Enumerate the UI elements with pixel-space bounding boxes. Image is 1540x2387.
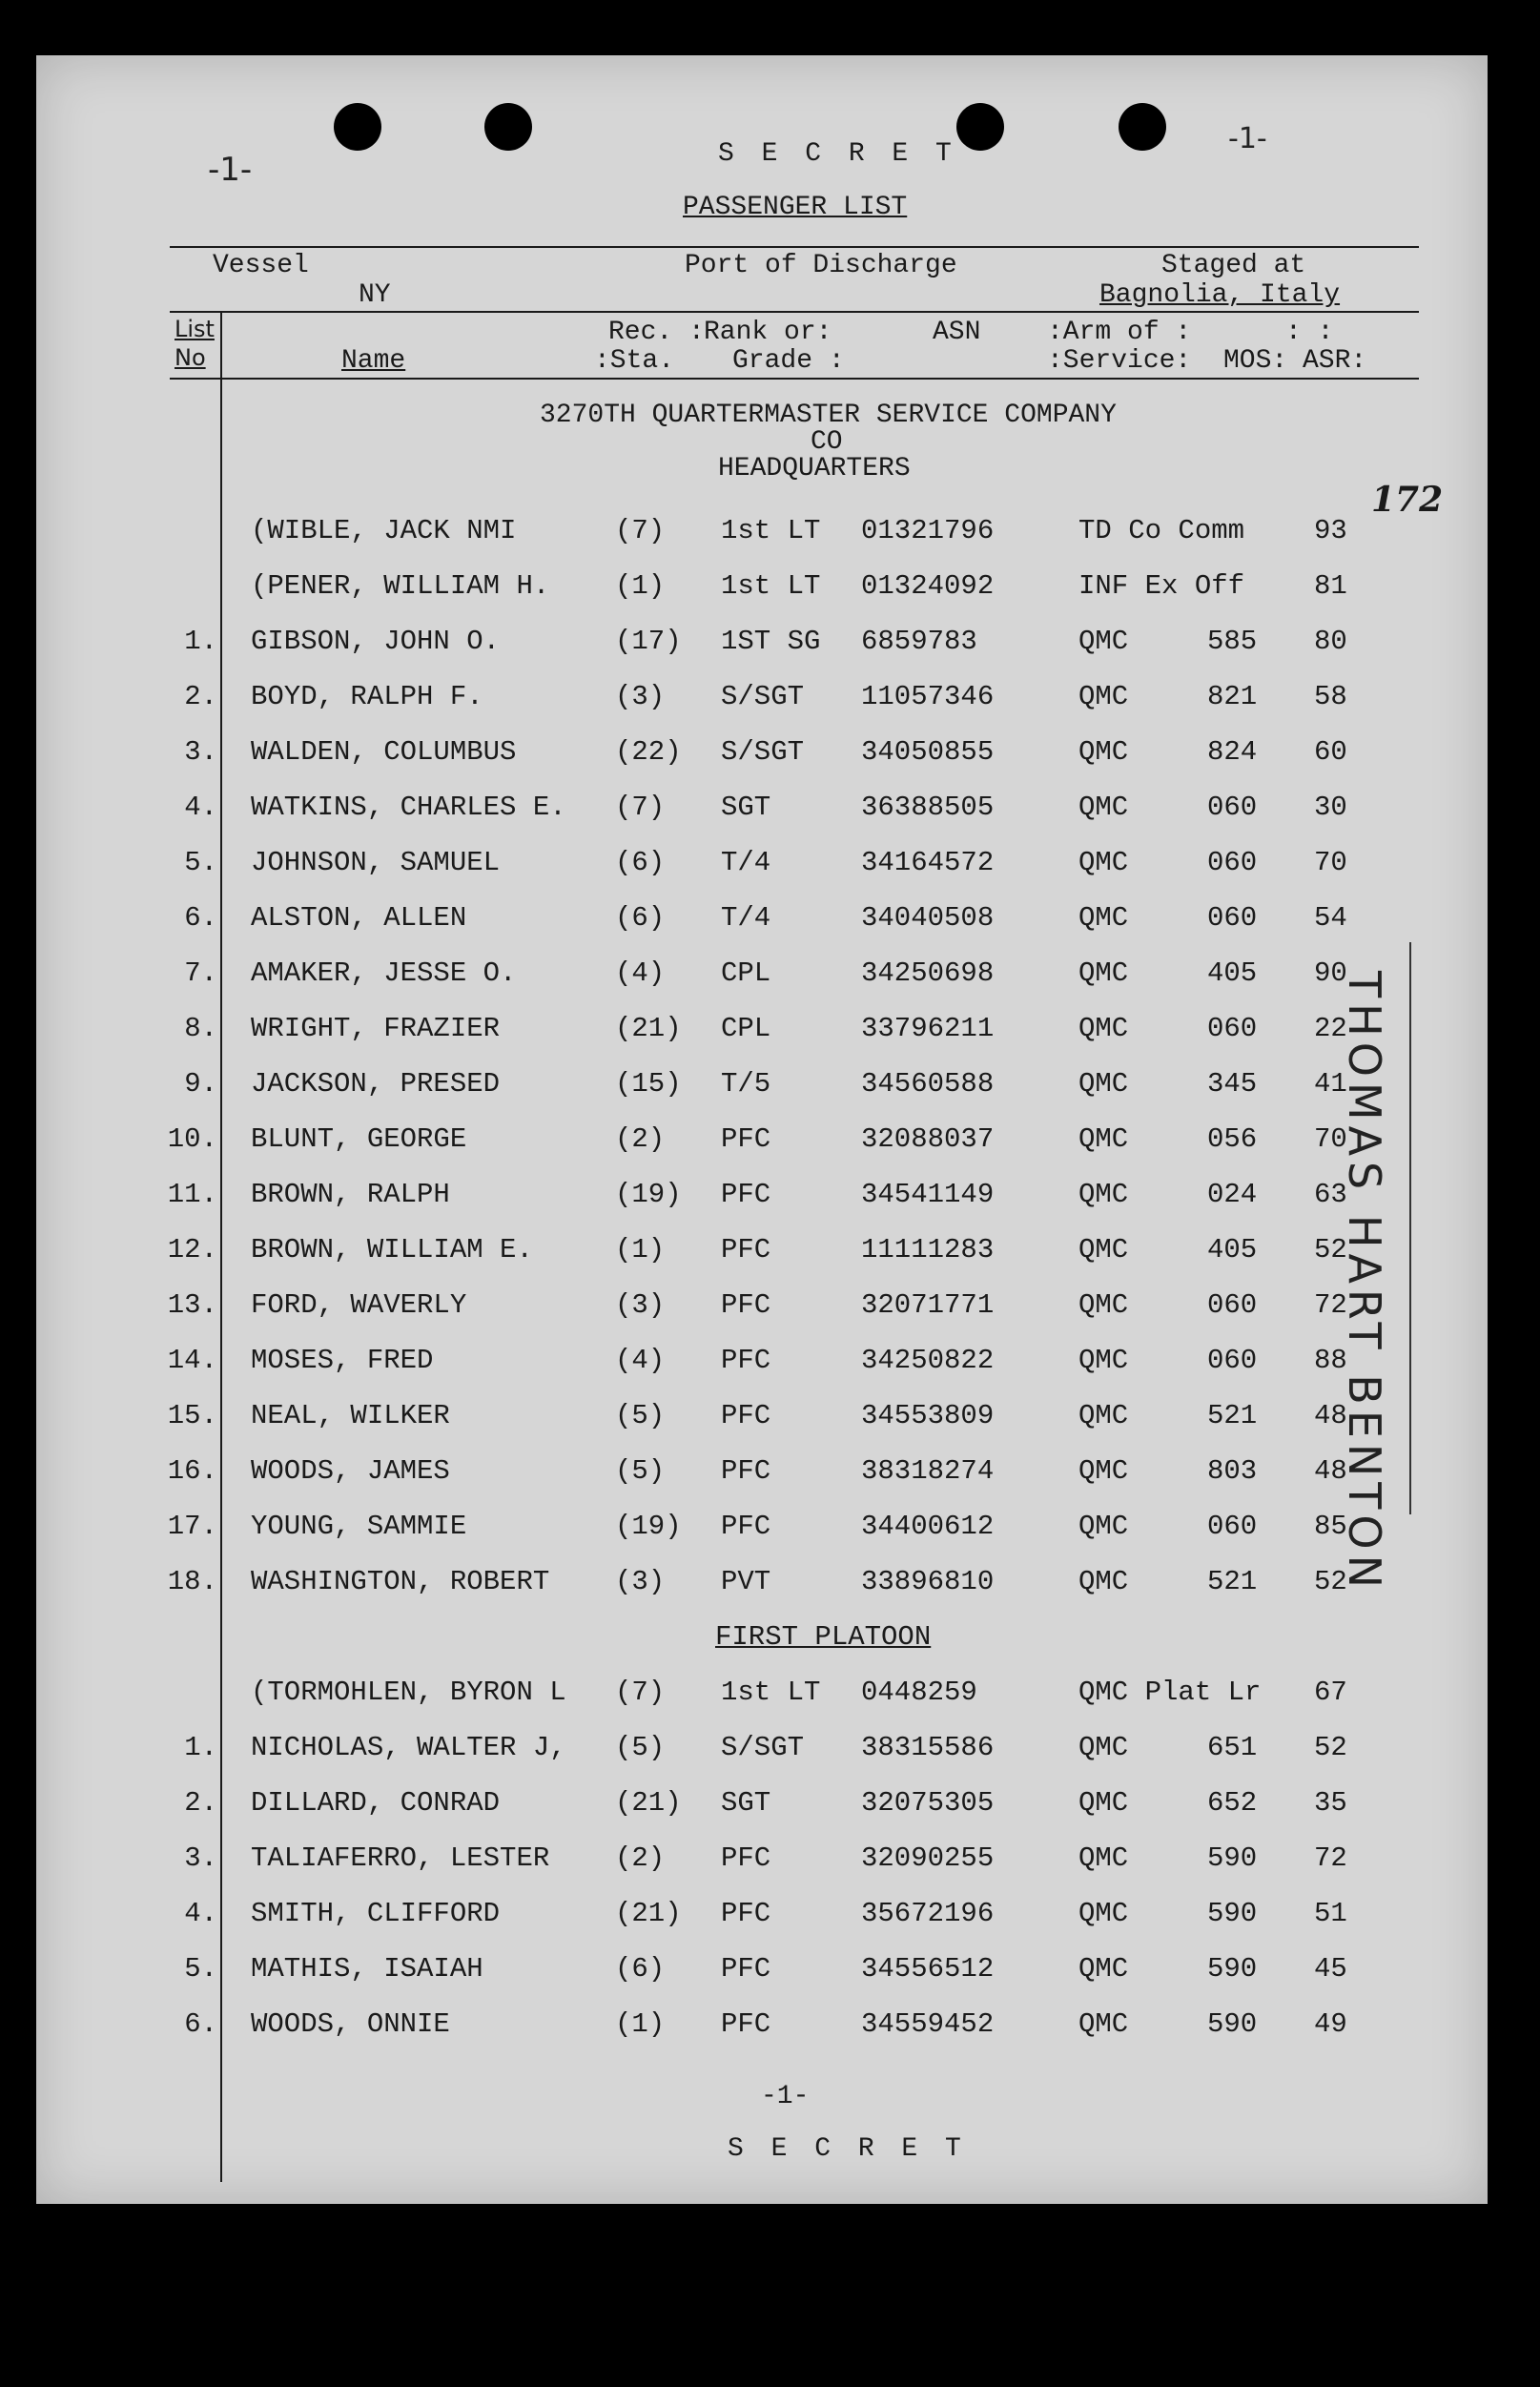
cell-arm: QMC [1078,1511,1129,1542]
cell-mos: 060 [1207,1345,1258,1376]
cell-asr: 70 [1314,1123,1347,1155]
cell-asr: 22 [1314,1013,1347,1044]
cell-rank: PFC [721,1842,771,1874]
cell-arm: QMC [1078,1455,1129,1487]
cell-rec: (5) [615,1400,666,1431]
cell-asn: 32090255 [861,1842,995,1874]
cell-mos: 056 [1207,1123,1258,1155]
document-title: PASSENGER LIST [683,193,908,222]
cell-asn: 34250822 [861,1345,995,1376]
cell-no: 13. [167,1289,217,1321]
cell-asr: 52 [1314,1566,1347,1597]
cell-no: 7. [184,957,217,989]
cell-asr: 35 [1314,1787,1347,1819]
cell-asn: 01321796 [861,515,995,546]
cell-arm: QMC [1078,1345,1129,1376]
cell-name: JOHNSON, SAMUEL [251,847,501,878]
cell-rec: (15) [615,1068,682,1100]
cell-rec: (3) [615,681,666,712]
punch-hole [484,103,532,151]
cell-rec: (19) [615,1511,682,1542]
cell-mos: 590 [1207,1898,1258,1929]
cell-mos: 060 [1207,792,1258,823]
cell-asr: 72 [1314,1289,1347,1321]
cell-asn: 34164572 [861,847,995,878]
cell-arm: QMC [1078,902,1129,934]
cell-name: TALIAFERRO, LESTER [251,1842,550,1874]
cell-rank: 1st LT [721,515,821,546]
cell-no: 1. [184,626,217,657]
cell-name: MATHIS, ISAIAH [251,1953,483,1985]
cell-name: (TORMOHLEN, BYRON L [251,1677,566,1708]
cell-no: 10. [167,1123,217,1155]
cell-arm: QMC [1078,847,1129,878]
cell-rec: (4) [615,1345,666,1376]
cell-rank: S/SGT [721,736,805,768]
cell-arm: QMC [1078,1400,1129,1431]
cell-asn: 33896810 [861,1566,995,1597]
punch-hole [334,103,381,151]
cell-name: ALSTON, ALLEN [251,902,467,934]
cell-asn: 38318274 [861,1455,995,1487]
cell-mos: 590 [1207,1842,1258,1874]
cell-mos: 651 [1207,1732,1258,1763]
cell-asn: 32075305 [861,1787,995,1819]
cell-name: AMAKER, JESSE O. [251,957,517,989]
cell-no: 16. [167,1455,217,1487]
top-right-mark: -1- [1228,122,1267,155]
cell-rank: PFC [721,1289,771,1321]
unit-name: 3270TH QUARTERMASTER SERVICE COMPANY [540,401,1117,430]
cell-no: 6. [184,2008,217,2040]
top-left-mark: -1- [208,151,253,189]
cell-rec: (17) [615,626,682,657]
cell-mos: 590 [1207,1953,1258,1985]
cell-mos: 060 [1207,1013,1258,1044]
header-rule-middle [170,311,1419,313]
cell-no: 8. [184,1013,217,1044]
cell-name: WOODS, ONNIE [251,2008,450,2040]
cell-name: NEAL, WILKER [251,1400,450,1431]
list-no-column-rule [220,313,222,2182]
cell-asn: 34553809 [861,1400,995,1431]
cell-asn: 38315586 [861,1732,995,1763]
cell-arm: QMC [1078,1787,1129,1819]
cell-rank: PFC [721,1953,771,1985]
handwritten-note: THOMAS HART BENTON [1339,971,1390,1595]
cell-asr: 67 [1314,1677,1347,1708]
col-asr-header-top: : : [1285,318,1334,347]
unit-sub-co: CO [811,427,843,457]
cell-rank: PFC [721,1511,771,1542]
cell-rec: (5) [615,1732,666,1763]
cell-rank: T/4 [721,902,771,934]
cell-rank: PFC [721,1179,771,1210]
col-asn-header: ASN [933,318,981,347]
cell-rec: (1) [615,570,666,602]
cell-arm: TD Co Comm [1078,515,1245,546]
cell-no: 18. [167,1566,217,1597]
cell-arm: QMC [1078,626,1129,657]
classification-bottom: S E C R E T [728,2134,967,2164]
cell-asn: 11057346 [861,681,995,712]
cell-rank: PFC [721,1234,771,1266]
punch-hole [956,103,1004,151]
cell-name: SMITH, CLIFFORD [251,1898,501,1929]
cell-asr: 93 [1314,515,1347,546]
staged-at-label: Staged at [1161,251,1306,280]
col-rank-header-top: Rank or: [704,318,832,347]
cell-mos: 060 [1207,1511,1258,1542]
cell-mos: 803 [1207,1455,1258,1487]
cell-no: 5. [184,1953,217,1985]
cell-name: GIBSON, JOHN O. [251,626,501,657]
cell-mos: 060 [1207,1289,1258,1321]
cell-no: 1. [184,1732,217,1763]
cell-asn: 34040508 [861,902,995,934]
cell-no: 2. [184,1787,217,1819]
cell-asr: 51 [1314,1898,1347,1929]
punch-hole [1119,103,1166,151]
cell-rec: (6) [615,1953,666,1985]
first-platoon-title: FIRST PLATOON [715,1621,932,1653]
cell-mos: 405 [1207,1234,1258,1266]
handwritten-bracket [1409,942,1411,1514]
cell-asn: 32071771 [861,1289,995,1321]
cell-rank: PFC [721,1345,771,1376]
col-arm-header-bottom: :Service: [1047,346,1192,376]
cell-rank: S/SGT [721,681,805,712]
cell-rec: (7) [615,1677,666,1708]
cell-rec: (22) [615,736,682,768]
cell-rec: (19) [615,1179,682,1210]
cell-mos: 060 [1207,847,1258,878]
cell-arm: QMC [1078,1953,1129,1985]
col-asr-header-bottom: ASR: [1303,346,1367,376]
cell-asn: 34556512 [861,1953,995,1985]
cell-asn: 34541149 [861,1179,995,1210]
cell-rank: PFC [721,1455,771,1487]
col-rank-header-bottom: Grade : [732,346,845,376]
cell-name: WATKINS, CHARLES E. [251,792,566,823]
cell-rec: (21) [615,1013,682,1044]
cell-mos: 824 [1207,736,1258,768]
cell-asn: 34559452 [861,2008,995,2040]
cell-rec: (3) [615,1566,666,1597]
cell-arm: QMC [1078,1732,1129,1763]
cell-asr: 58 [1314,681,1347,712]
cell-asr: 90 [1314,957,1347,989]
cell-name: BOYD, RALPH F. [251,681,483,712]
cell-name: WRIGHT, FRAZIER [251,1013,501,1044]
cell-rec: (2) [615,1123,666,1155]
cell-rank: T/5 [721,1068,771,1100]
col-name-header: Name [341,346,406,376]
cell-no: 15. [167,1400,217,1431]
cell-rank: SGT [721,792,771,823]
cell-arm: QMC Plat Lr [1078,1677,1262,1708]
cell-rec: (1) [615,1234,666,1266]
cell-no: 4. [184,1898,217,1929]
cell-rec: (2) [615,1842,666,1874]
cell-rec: (5) [615,1455,666,1487]
page-number-stamp: 172 [1371,480,1444,520]
cell-mos: 821 [1207,681,1258,712]
cell-mos: 652 [1207,1787,1258,1819]
cell-rec: (7) [615,515,666,546]
cell-mos: 405 [1207,957,1258,989]
cell-rec: (21) [615,1787,682,1819]
cell-arm: QMC [1078,957,1129,989]
cell-asr: 45 [1314,1953,1347,1985]
cell-asr: 85 [1314,1511,1347,1542]
cell-name: BROWN, RALPH [251,1179,450,1210]
cell-asr: 72 [1314,1842,1347,1874]
cell-asn: 0448259 [861,1677,977,1708]
cell-no: 11. [167,1179,217,1210]
cell-arm: INF Ex Off [1078,570,1245,602]
col-rec-sta-header-bottom: :Sta. [594,346,675,376]
cell-name: (PENER, WILLIAM H. [251,570,550,602]
cell-no: 4. [184,792,217,823]
cell-rec: (21) [615,1898,682,1929]
cell-name: MOSES, FRED [251,1345,434,1376]
cell-mos: 521 [1207,1400,1258,1431]
cell-name: DILLARD, CONRAD [251,1787,501,1819]
cell-no: 14. [167,1345,217,1376]
cell-rank: PFC [721,1123,771,1155]
cell-rank: CPL [721,1013,771,1044]
cell-arm: QMC [1078,1123,1129,1155]
cell-arm: QMC [1078,1179,1129,1210]
cell-arm: QMC [1078,681,1129,712]
cell-no: 9. [184,1068,217,1100]
cell-no: 12. [167,1234,217,1266]
cell-no: 3. [184,736,217,768]
cell-rank: PFC [721,2008,771,2040]
cell-rank: PFC [721,1898,771,1929]
cell-asn: 32088037 [861,1123,995,1155]
staged-at-value: Bagnolia, Italy [1099,280,1341,310]
cell-asr: 60 [1314,736,1347,768]
cell-asr: 48 [1314,1455,1347,1487]
col-arm-header-top: :Arm of : [1047,318,1192,347]
cell-asr: 63 [1314,1179,1347,1210]
cell-name: BLUNT, GEORGE [251,1123,467,1155]
cell-arm: QMC [1078,736,1129,768]
cell-rank: 1st LT [721,1677,821,1708]
cell-arm: QMC [1078,1842,1129,1874]
cell-asn: 34400612 [861,1511,995,1542]
cell-rank: S/SGT [721,1732,805,1763]
cell-rank: PFC [721,1400,771,1431]
cell-arm: QMC [1078,1898,1129,1929]
header-rule-top [170,246,1419,248]
cell-name: FORD, WAVERLY [251,1289,467,1321]
vessel-label: Vessel [213,251,309,280]
cell-name: JACKSON, PRESED [251,1068,501,1100]
footer-page-marker: -1- [761,2082,810,2111]
cell-arm: QMC [1078,1068,1129,1100]
cell-no: 3. [184,1842,217,1874]
cell-asn: 33796211 [861,1013,995,1044]
cell-no: 6. [184,902,217,934]
cell-rank: 1st LT [721,570,821,602]
cell-name: YOUNG, SAMMIE [251,1511,467,1542]
cell-mos: 521 [1207,1566,1258,1597]
cell-rank: T/4 [721,847,771,878]
cell-mos: 590 [1207,2008,1258,2040]
cell-asr: 52 [1314,1234,1347,1266]
cell-no: 2. [184,681,217,712]
cell-mos: 585 [1207,626,1258,657]
cell-rank: SGT [721,1787,771,1819]
cell-asr: 70 [1314,847,1347,878]
cell-arm: QMC [1078,792,1129,823]
cell-rec: (6) [615,902,666,934]
cell-name: BROWN, WILLIAM E. [251,1234,533,1266]
cell-rank: CPL [721,957,771,989]
cell-rec: (7) [615,792,666,823]
cell-asr: 30 [1314,792,1347,823]
cell-asr: 54 [1314,902,1347,934]
cell-asn: 11111283 [861,1234,995,1266]
cell-name: WASHINGTON, ROBERT [251,1566,550,1597]
cell-asr: 41 [1314,1068,1347,1100]
cell-mos: 060 [1207,902,1258,934]
cell-rec: (6) [615,847,666,878]
unit-sub-headquarters: HEADQUARTERS [718,454,911,484]
cell-name: WOODS, JAMES [251,1455,450,1487]
cell-rec: (1) [615,2008,666,2040]
cell-asn: 6859783 [861,626,977,657]
cell-asn: 34250698 [861,957,995,989]
cell-rec: (4) [615,957,666,989]
cell-name: WALDEN, COLUMBUS [251,736,517,768]
cell-name: NICHOLAS, WALTER J, [251,1732,566,1763]
port-of-discharge-label: Port of Discharge [685,251,957,280]
cell-rank: 1ST SG [721,626,821,657]
cell-asr: 49 [1314,2008,1347,2040]
cell-arm: QMC [1078,2008,1129,2040]
cell-name: (WIBLE, JACK NMI [251,515,517,546]
cell-asr: 80 [1314,626,1347,657]
cell-arm: QMC [1078,1013,1129,1044]
list-no-label: List No [175,316,215,371]
cell-asr: 81 [1314,570,1347,602]
document-page [36,55,1488,2204]
cell-asr: 48 [1314,1400,1347,1431]
cell-arm: QMC [1078,1234,1129,1266]
cell-asr: 88 [1314,1345,1347,1376]
cell-asn: 34560588 [861,1068,995,1100]
cell-asn: 34050855 [861,736,995,768]
cell-mos: 024 [1207,1179,1258,1210]
cell-no: 5. [184,847,217,878]
cell-no: 17. [167,1511,217,1542]
cell-arm: QMC [1078,1289,1129,1321]
header-rule-bottom [170,378,1419,380]
classification-top: S E C R E T [718,139,957,169]
cell-arm: QMC [1078,1566,1129,1597]
col-mos-header: MOS: [1223,346,1288,376]
cell-rec: (3) [615,1289,666,1321]
cell-asn: 36388505 [861,792,995,823]
col-rec-sta-header-top: Rec. : [608,318,705,347]
cell-asn: 01324092 [861,570,995,602]
cell-asr: 52 [1314,1732,1347,1763]
cell-asn: 35672196 [861,1898,995,1929]
cell-rank: PVT [721,1566,771,1597]
port-of-discharge-value: NY [359,280,391,310]
cell-mos: 345 [1207,1068,1258,1100]
